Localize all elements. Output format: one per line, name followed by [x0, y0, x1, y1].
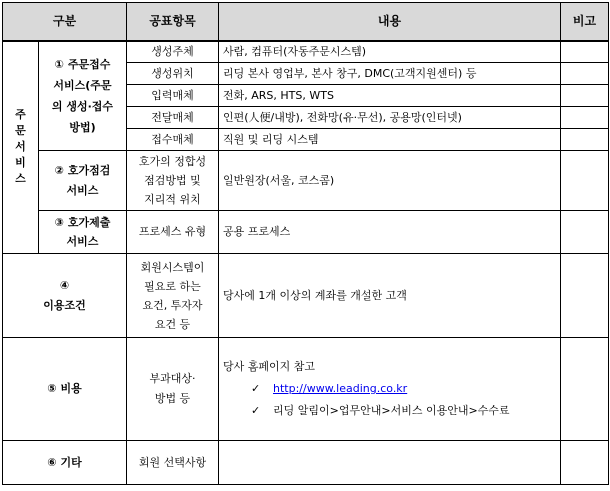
- item-creator: 생성주체: [127, 41, 219, 63]
- section-quote-check-title: ② 호가점검 서비스: [39, 151, 127, 211]
- item-conditions: 회원시스템이 필요로 하는 요건, 투자자 요건 등: [127, 254, 219, 338]
- check-icon: ✓: [251, 404, 261, 417]
- item-fees: 부과대상· 방법 등: [127, 338, 219, 441]
- item-quote-check: 호가의 정합성 점검방법 및 지리적 위치: [127, 151, 219, 211]
- item-delivery-medium: 전달매체: [127, 107, 219, 129]
- fees-bullet-homepage: [223, 378, 556, 400]
- content-fees: [219, 338, 561, 441]
- table-row: [3, 151, 609, 211]
- table-row: [3, 211, 609, 254]
- header-content: 내용: [219, 3, 561, 41]
- table-row: [3, 254, 609, 338]
- table-header-row: [3, 3, 609, 41]
- table-row: [3, 41, 609, 63]
- content-input-medium: 전화, ARS, HTS, WTS: [219, 85, 561, 107]
- remarks-cell: [561, 211, 609, 254]
- section-fees-title: ⑤ 비용: [3, 338, 127, 441]
- content-conditions: 당사에 1개 이상의 계좌를 개설한 고객: [219, 254, 561, 338]
- content-delivery-medium: 인편(人便/내방), 전화망(유·무선), 공용망(인터넷): [219, 107, 561, 129]
- remarks-cell: [561, 41, 609, 63]
- table-row: [3, 441, 609, 485]
- disclosure-table: [2, 2, 609, 254]
- table-row: [3, 338, 609, 441]
- header-item: 공표항목: [127, 3, 219, 41]
- item-process-type: 프로세스 유형: [127, 211, 219, 254]
- remarks-cell: [561, 129, 609, 151]
- header-category: 구분: [3, 3, 127, 41]
- order-service-label: 주 문 서 비 스: [3, 41, 39, 254]
- content-location: 리딩 본사 영업부, 본사 창구, DMC(고객지원센터) 등: [219, 63, 561, 85]
- content-quote-check: 일반원장(서울, 코스콤): [219, 151, 561, 211]
- homepage-link[interactable]: http://www.leading.co.kr: [273, 382, 408, 395]
- section-order-reception-title: ① 주문접수 서비스(주문 의 생성·접수 방법): [39, 41, 127, 151]
- content-creator: 사람, 컴퓨터(자동주문시스템): [219, 41, 561, 63]
- remarks-cell: [561, 151, 609, 211]
- content-reception-medium: 직원 및 리딩 시스템: [219, 129, 561, 151]
- header-remarks: 비고: [561, 3, 609, 41]
- remarks-cell: [561, 441, 609, 485]
- disclosure-table-lower: [2, 253, 609, 485]
- remarks-cell: [561, 107, 609, 129]
- remarks-cell: [561, 338, 609, 441]
- fees-intro: 당사 홈페이지 참고: [223, 360, 316, 373]
- section-quote-submit-title: ③ 호가제출 서비스: [39, 211, 127, 254]
- content-process-type: 공용 프로세스: [219, 211, 561, 254]
- remarks-cell: [561, 85, 609, 107]
- check-icon: ✓: [251, 382, 261, 395]
- item-other: 회원 선택사항: [127, 441, 219, 485]
- section-other-title: ⑥ 기타: [3, 441, 127, 485]
- fees-bullet-path: ✓ 리딩 알림이>업무안내>서비스 이용안내>수수료: [223, 400, 556, 422]
- item-input-medium: 입력매체: [127, 85, 219, 107]
- section-conditions-title: ④ 이용조건: [3, 254, 127, 338]
- item-reception-medium: 접수매체: [127, 129, 219, 151]
- remarks-cell: [561, 254, 609, 338]
- remarks-cell: [561, 63, 609, 85]
- item-location: 생성위치: [127, 63, 219, 85]
- content-other: [219, 441, 561, 485]
